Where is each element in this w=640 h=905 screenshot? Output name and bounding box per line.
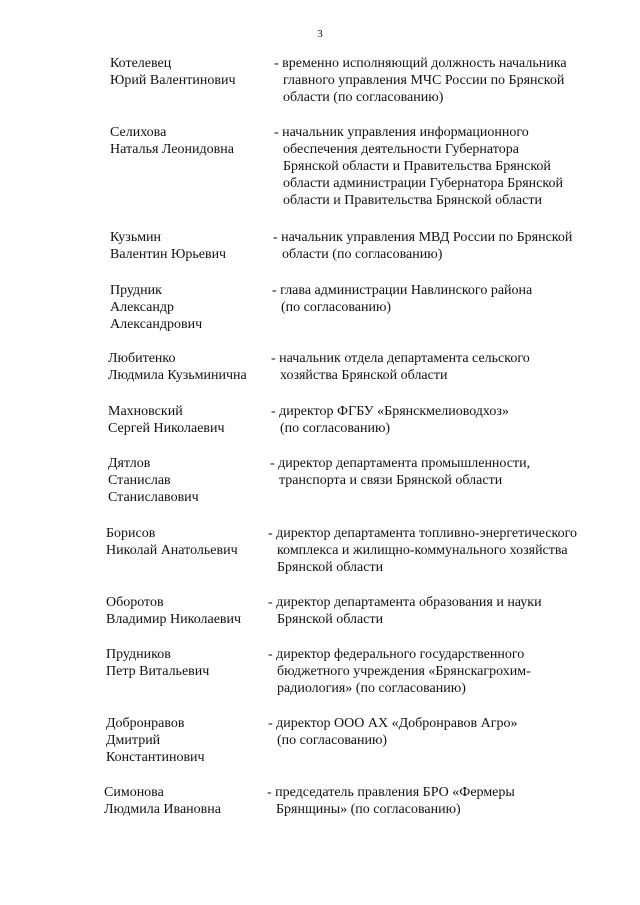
member-name-line: Станиславович bbox=[108, 490, 199, 505]
member-position-line: области (по согласованию) bbox=[283, 90, 444, 105]
member-position-line: области и Правительства Брянской области bbox=[283, 193, 542, 208]
member-name bbox=[110, 282, 270, 333]
member-position-line: - директор федерального государственного bbox=[268, 647, 525, 662]
member-position-line: (по согласованию) bbox=[280, 421, 391, 436]
member-position-line: Брянской области bbox=[277, 560, 384, 575]
member-name-line: Петр Витальевич bbox=[106, 664, 210, 679]
member-name bbox=[106, 594, 266, 628]
member-position bbox=[268, 715, 613, 749]
member-position-line: Брянской области и Правительства Брянской bbox=[283, 159, 551, 174]
member-position-line: хозяйства Брянской области bbox=[280, 368, 448, 383]
member-position-line: Брянщины» (по согласованию) bbox=[276, 802, 461, 817]
member-name-line: Станислав bbox=[108, 473, 171, 488]
member-position bbox=[268, 594, 613, 628]
member-name-line: Добронравов bbox=[106, 716, 185, 731]
member-position-line: - начальник отдела департамента сельского bbox=[271, 351, 530, 366]
member-position bbox=[274, 124, 619, 209]
member-position-line: - директор ФГБУ «Брянскмелиоводхоз» bbox=[271, 404, 509, 419]
member-position-line: транспорта и связи Брянской области bbox=[279, 473, 503, 488]
member-position-line: обеспечения деятельности Губернатора bbox=[283, 142, 519, 157]
member-position bbox=[271, 350, 616, 384]
member-name-line: Махновский bbox=[108, 404, 183, 419]
member-name bbox=[106, 715, 266, 766]
member-position bbox=[270, 455, 615, 489]
member-position-line: - председатель правления БРО «Фермеры bbox=[267, 785, 515, 800]
member-name-line: Константинович bbox=[106, 750, 205, 765]
member-position-line: - начальник управления МВД России по Брянской bbox=[273, 230, 573, 245]
member-name bbox=[108, 403, 268, 437]
member-position bbox=[272, 282, 617, 316]
member-position bbox=[274, 55, 619, 106]
member-name-line: Прудников bbox=[106, 647, 171, 662]
member-name bbox=[110, 124, 270, 158]
member-position-line: (по согласованию) bbox=[281, 300, 392, 315]
member-position-line: - директор департамента топливно-энергетического bbox=[268, 526, 578, 541]
member-name-line: Владимир Николаевич bbox=[106, 612, 242, 627]
member-name-line: Дятлов bbox=[108, 456, 151, 471]
member-position bbox=[271, 403, 616, 437]
member-position-line: радиология» (по согласованию) bbox=[277, 681, 466, 696]
member-position-line: Брянской области bbox=[277, 612, 384, 627]
member-name-line: Селихова bbox=[110, 125, 167, 140]
member-position-line: комплекса и жилищно-коммунального хозяйства bbox=[277, 543, 568, 558]
member-name bbox=[110, 229, 270, 263]
member-position bbox=[268, 525, 613, 576]
member-position-line: - глава администрации Навлинского района bbox=[272, 283, 533, 298]
member-name-line: Людмила Кузьминична bbox=[108, 368, 247, 383]
member-name-line: Людмила Ивановна bbox=[104, 802, 221, 817]
member-name-line: Прудник bbox=[110, 283, 162, 298]
member-position bbox=[268, 646, 613, 697]
member-position-line: - временно исполняющий должность начальника bbox=[274, 56, 567, 71]
member-name bbox=[108, 350, 268, 384]
member-name-line: Симонова bbox=[104, 785, 164, 800]
member-name-line: Юрий Валентинович bbox=[110, 73, 236, 88]
member-position-line: - директор департамента промышленности, bbox=[270, 456, 531, 471]
member-name bbox=[106, 525, 266, 559]
page-number: 3 bbox=[317, 28, 323, 40]
member-name-line: Николай Анатольевич bbox=[106, 543, 238, 558]
member-position-line: области (по согласованию) bbox=[282, 247, 443, 262]
member-position-line: - начальник управления информационного bbox=[274, 125, 529, 140]
member-position-line: (по согласованию) bbox=[277, 733, 388, 748]
member-name-line: Александрович bbox=[110, 317, 203, 332]
member-name-line: Борисов bbox=[106, 526, 156, 541]
member-name-line: Оборотов bbox=[106, 595, 164, 610]
member-name bbox=[104, 784, 264, 818]
member-name-line: Наталья Леонидовна bbox=[110, 142, 234, 157]
member-name-line: Котелевец bbox=[110, 56, 172, 71]
member-position-line: области администрации Губернатора Брянской bbox=[283, 176, 563, 191]
member-name bbox=[106, 646, 266, 680]
member-position-line: главного управления МЧС России по Брянской bbox=[283, 73, 565, 88]
member-name-line: Сергей Николаевич bbox=[108, 421, 225, 436]
member-name-line: Валентин Юрьевич bbox=[110, 247, 227, 262]
member-name-line: Любитенко bbox=[108, 351, 176, 366]
member-name bbox=[110, 55, 270, 89]
member-position-line: - директор ООО АХ «Добронравов Агро» bbox=[268, 716, 518, 731]
member-position bbox=[267, 784, 612, 818]
member-position-line: - директор департамента образования и науки bbox=[268, 595, 542, 610]
member-name-line: Александр bbox=[110, 300, 174, 315]
member-name bbox=[108, 455, 268, 506]
member-name-line: Кузьмин bbox=[110, 230, 162, 245]
member-position bbox=[273, 229, 618, 263]
member-name-line: Дмитрий bbox=[106, 733, 161, 748]
member-position-line: бюджетного учреждения «Брянскагрохим- bbox=[277, 664, 531, 679]
